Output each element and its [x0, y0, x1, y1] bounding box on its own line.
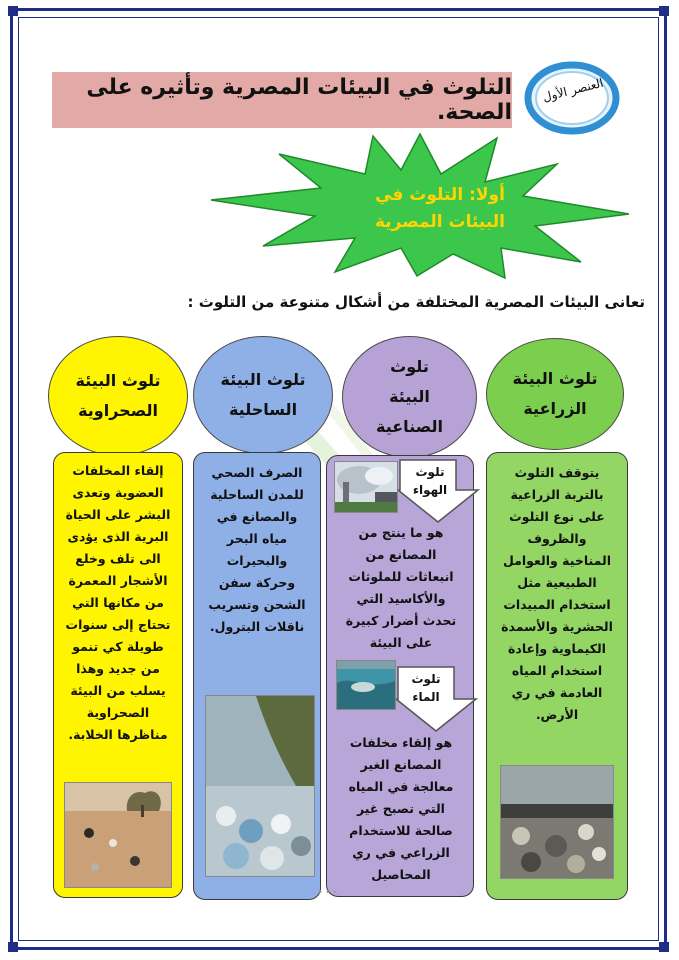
water-label-line: الماء [412, 690, 440, 704]
coastal-title-line: الساحلية [228, 400, 298, 419]
star-heading-line: البيئات المصرية [374, 212, 506, 232]
coastal-trash-photo [205, 695, 315, 877]
agri-body-line: استخدام المياه [511, 663, 603, 678]
coastal-body-line: الصرف الصحي [211, 465, 303, 480]
industrial-title-line: تلوث [390, 357, 429, 376]
water-body-line: هو إلقاء مخلفات [349, 735, 453, 750]
desert-title-line: تلوث البيئة [75, 371, 161, 390]
water-pollution-body [334, 732, 468, 886]
desert-title-line: الصحراوية [78, 401, 158, 420]
coastal-body-line: والبحيرات [226, 553, 288, 568]
desert-body-line: الأشجار المعمرة [68, 573, 168, 588]
industrial-title-line: الصناعية [376, 417, 443, 436]
desert-body-line: البرية الذى يؤدى [67, 529, 169, 544]
coastal-body-line: مياه البحر [226, 531, 288, 546]
industrial-title-line: البيئة [389, 387, 430, 406]
agri-title-circle [486, 338, 624, 450]
agri-body-line: الحشرية والأسمدة [501, 619, 613, 634]
coastal-body-line: الشحن وتسريب [208, 597, 306, 612]
desert-trash-photo [64, 782, 172, 888]
agri-body-line: الأرض. [535, 707, 579, 722]
water-body-line: التي تصبح غير [357, 801, 445, 816]
desert-body-line: الى تلف وخلع [75, 551, 161, 566]
desert-body-line: من مكانها التي [72, 595, 164, 610]
agri-title-line: الزراعية [523, 399, 587, 418]
industrial-title-circle [342, 336, 477, 458]
desert-body-line: تحتاج إلى سنوات [65, 617, 171, 632]
agri-body-line: والظروف [527, 531, 587, 546]
agri-body [492, 462, 622, 726]
agri-body-line: الكيماوية وإعادة [508, 641, 606, 656]
frame-corner [659, 942, 669, 952]
coastal-title-line: تلوث البيئة [220, 370, 306, 389]
agri-body-line: الطبيعية مثل [517, 575, 597, 590]
agri-body-line: يتوقف التلوث [514, 465, 600, 480]
water-label-line: تلوث [411, 672, 441, 686]
water-pollution-label [398, 670, 454, 706]
air-body-line: والأكاسيد التي [356, 591, 446, 606]
desert-body-line: البشر على الحياة [65, 507, 171, 522]
coastal-body-line: وحركة سفن [218, 575, 296, 590]
desert-body-line: الصحراوية [86, 705, 150, 720]
agri-body-line: المناخية والعوامل [502, 553, 612, 568]
air-body-line: على البيئة [369, 635, 433, 650]
agri-body-line: العادمة في ري [511, 685, 603, 700]
coastal-body-line: ناقلات البترول. [209, 619, 305, 634]
coastal-body-line: للمدن الساحلية [210, 487, 304, 502]
water-body-line: المصانع الغير [360, 757, 442, 772]
air-label-line: الهواء [412, 483, 448, 497]
agri-body-line: بالتربة الزراعية [510, 487, 604, 502]
frame-corner [659, 6, 669, 16]
polluted-water-photo [336, 660, 396, 710]
desert-body-line: مناظرها الخلابة. [68, 727, 168, 742]
air-label-line: تلوث [415, 465, 445, 479]
desert-body-line: إلقاء المخلفات [72, 463, 164, 478]
air-body-line: المصانع من [365, 547, 437, 562]
agri-body-line: على نوع التلوث [509, 509, 605, 524]
desert-body-line: يسلب من البيئة [70, 683, 166, 698]
water-body-line: معالجة في المياه [348, 779, 454, 794]
desert-body-line: طويلة كي تنمو [72, 639, 164, 654]
air-body-line: تحدث أضرار كبيرة [345, 613, 457, 628]
star-heading [345, 182, 535, 236]
air-body-line: انبعاثات للملوثات [348, 569, 454, 584]
agri-body-line: استخدام المبيدات [503, 597, 611, 612]
intro-text: تعانى البيئات المصرية المختلفة من أشكال متنوعة من التلوث : [187, 293, 645, 311]
desert-body-line: من جديد وهذا [76, 661, 160, 676]
coastal-body-line: والمصانع في [216, 509, 298, 524]
frame-corner [8, 942, 18, 952]
frame-corner [8, 6, 18, 16]
star-heading-line: أولا: التلوث في [375, 185, 505, 205]
element-badge: العنصر الأول [541, 75, 605, 105]
air-pollution-body [334, 522, 468, 654]
factory-smoke-photo [334, 461, 398, 513]
footer-watermark-icon: • • • [318, 888, 338, 897]
coastal-title-circle [193, 336, 333, 454]
agri-title-line: تلوث البيئة [512, 369, 598, 388]
water-body-line: صالحة للاستخدام [349, 823, 453, 838]
air-pollution-label [402, 463, 458, 499]
desert-body [57, 460, 179, 746]
page-title: التلوث في البيئات المصرية وتأثيره على الصحة. [52, 72, 512, 128]
water-body-line: الزراعي في ري [352, 845, 450, 860]
air-body-line: هو ما ينتج من [358, 525, 444, 540]
coastal-body [198, 462, 316, 638]
desert-body-line: العضوية وتعدى [72, 485, 164, 500]
water-body-line: المحاصيل [371, 867, 431, 882]
desert-title-circle [48, 336, 188, 456]
agri-photo [500, 765, 614, 879]
